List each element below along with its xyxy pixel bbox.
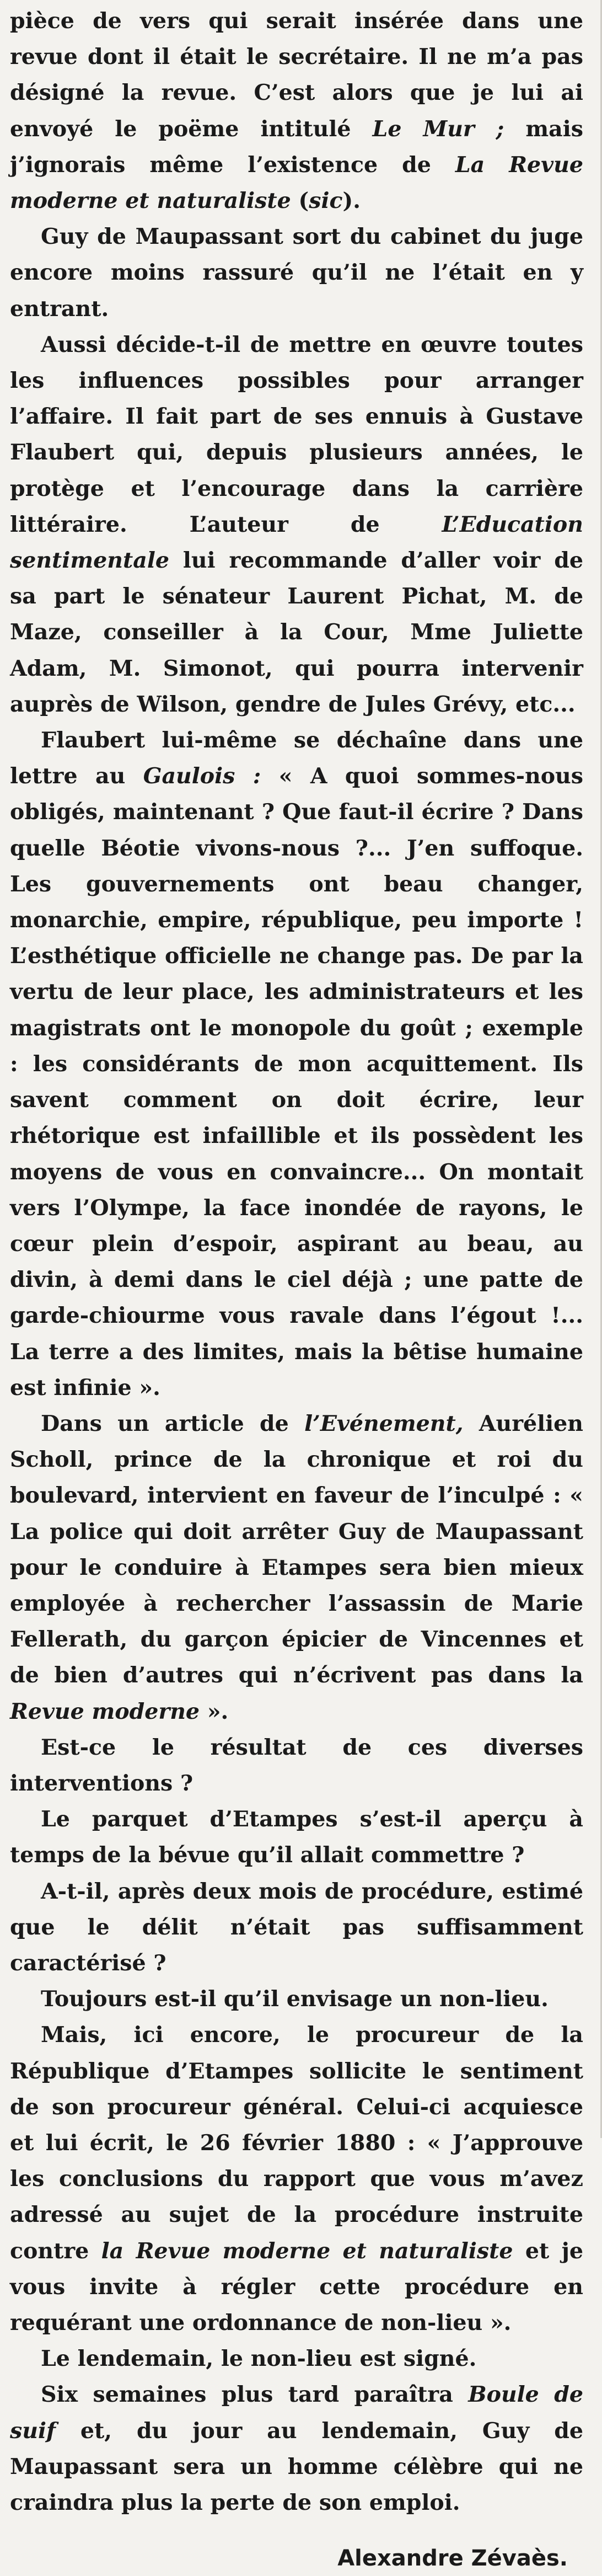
- paragraph: [10, 1874, 583, 1982]
- italic-text: Revue moderne: [10, 1698, 200, 1724]
- italic-text: Boule de suif: [10, 2382, 583, 2444]
- author-signature: Alexandre Zévaès.: [337, 2546, 568, 2572]
- text-run: mais j’ignorais même l’existence de: [10, 116, 583, 178]
- italic-text: la Revue moderne et naturaliste: [101, 2238, 513, 2264]
- text-run: et, du jour au lendemain, Guy de Maupassant sera un homme célèbre qui ne craindra plus la perte de son emploi.: [10, 2418, 583, 2516]
- text-run: ).: [342, 188, 361, 214]
- text-run: Aurélien Scholl, prince de la chronique et roi du boulevard, intervient en faveur de l’inculpé : « La police qui doit arrêter Guy de Maupassant pour le conduire à Etampes sera bien mieux employée à rechercher l’assassin de Marie Fellerath, du garçon épicier de Vincennes et de bien d’autres qui n’écrivent pas dans la: [10, 1410, 584, 1688]
- paragraph: [10, 2377, 583, 2521]
- paragraph: [10, 2017, 583, 2341]
- text-run: Est-ce le résultat de ces diverses interventions ?: [10, 1734, 583, 1796]
- text-run: Six semaines plus tard paraîtra: [41, 2382, 469, 2408]
- italic-text: La Revue moderne et naturaliste: [10, 152, 583, 214]
- text-run: « A quoi sommes-nous obligés, maintenant ? Que faut-il écrire ? Dans quelle Béotie vivons-nous ?... J’en suffoque. Les gouvernements ont beau changer, monarchie, empire, république, peu importe ! L’esthétique officielle ne change pas. De par la vertu de leur place, les administrateurs et les magistrats ont le monopole du goût ; exemple : les considérants de mon acquittement. Ils savent comment on doit écrire, leur rhétorique est infaillible et ils possèdent les moyens de vous en convaincre... On montait vers l’Olympe, la face inondée de rayons, le cœur plein d’espoir, aspirant au beau, au divin, à demi dans le ciel déjà ; une patte de garde-chiourme vous ravale dans l’égout !... La terre a des limites, mais la bêtise humaine est infinie ».: [10, 763, 583, 1401]
- italic-text: Gaulois :: [143, 763, 261, 789]
- paragraph: [10, 723, 583, 1406]
- paragraph: [10, 1981, 583, 2017]
- paragraph: [10, 327, 583, 723]
- text-run: et je vous invite à régler cette procédure en requérant une ordonnance de non-lieu ».: [10, 2238, 583, 2335]
- text-run: pièce de vers qui serait insérée dans une revue dont il était le secrétaire. Il ne m’a pas désigné la revue. C’est alors que je lui ai envoyé le poëme intitulé: [10, 8, 583, 142]
- text-run: Aussi décide-t-il de mettre en œuvre toutes les influences possibles pour arranger l’affaire. Il fait part de ses ennuis à Gustave Flaubert qui, depuis plusieurs années, le protège et l’encourage dans la carrière littéraire. L’auteur de: [10, 332, 583, 537]
- text-run: Toujours est-il qu’il envisage un non-lieu.: [41, 1986, 549, 2012]
- italic-text: l’Evénement,: [304, 1410, 464, 1436]
- text-run: Dans un article de: [41, 1410, 305, 1436]
- text-run: Mais, ici encore, le procureur de la République d’Etampes sollicite le sentiment de son procureur général. Celui-ci acquiesce et lui écrit, le 26 février 1880 : « J’approuve les conclusions du rapport que vous m’avez adressé au sujet de la procédure instruite contre: [10, 2022, 583, 2264]
- article-column: [10, 3, 584, 2572]
- paragraph: [10, 3, 583, 219]
- text-run: (: [291, 188, 309, 214]
- paragraph: [10, 1802, 583, 1873]
- text-run: Flaubert lui-même se déchaîne dans une lettre au: [10, 728, 583, 789]
- italic-text: L’Education sentimentale: [10, 511, 583, 574]
- paragraph: [10, 1730, 583, 1802]
- paragraph: [10, 1406, 583, 1730]
- text-run: Guy de Maupassant sort du cabinet du juge encore moins rassuré qu’il ne l’était en y entrant.: [10, 224, 583, 322]
- paragraph: [10, 219, 583, 327]
- text-run: Le lendemain, le non-lieu est signé.: [41, 2346, 477, 2372]
- text-run: ».: [200, 1698, 229, 1724]
- text-run: Le parquet d’Etampes s’est-il aperçu à temps de la bévue qu’il allait commettre ?: [10, 1807, 583, 1868]
- italic-text: sic: [309, 188, 343, 214]
- text-run: A-t-il, après deux mois de procédure, estimé que le délit n’était pas suffisamment caractérisé ?: [10, 1878, 583, 1976]
- text-run: lui recommande d’aller voir de sa part le sénateur Laurent Pichat, M. de Maze, conseiller à la Cour, Mme Juliette Adam, M. Simonot, qui pourra intervenir auprès de Wilson, gendre de Jules Grévy, etc...: [10, 548, 583, 717]
- italic-text: Le Mur ;: [372, 116, 504, 142]
- paragraph: [10, 2341, 583, 2377]
